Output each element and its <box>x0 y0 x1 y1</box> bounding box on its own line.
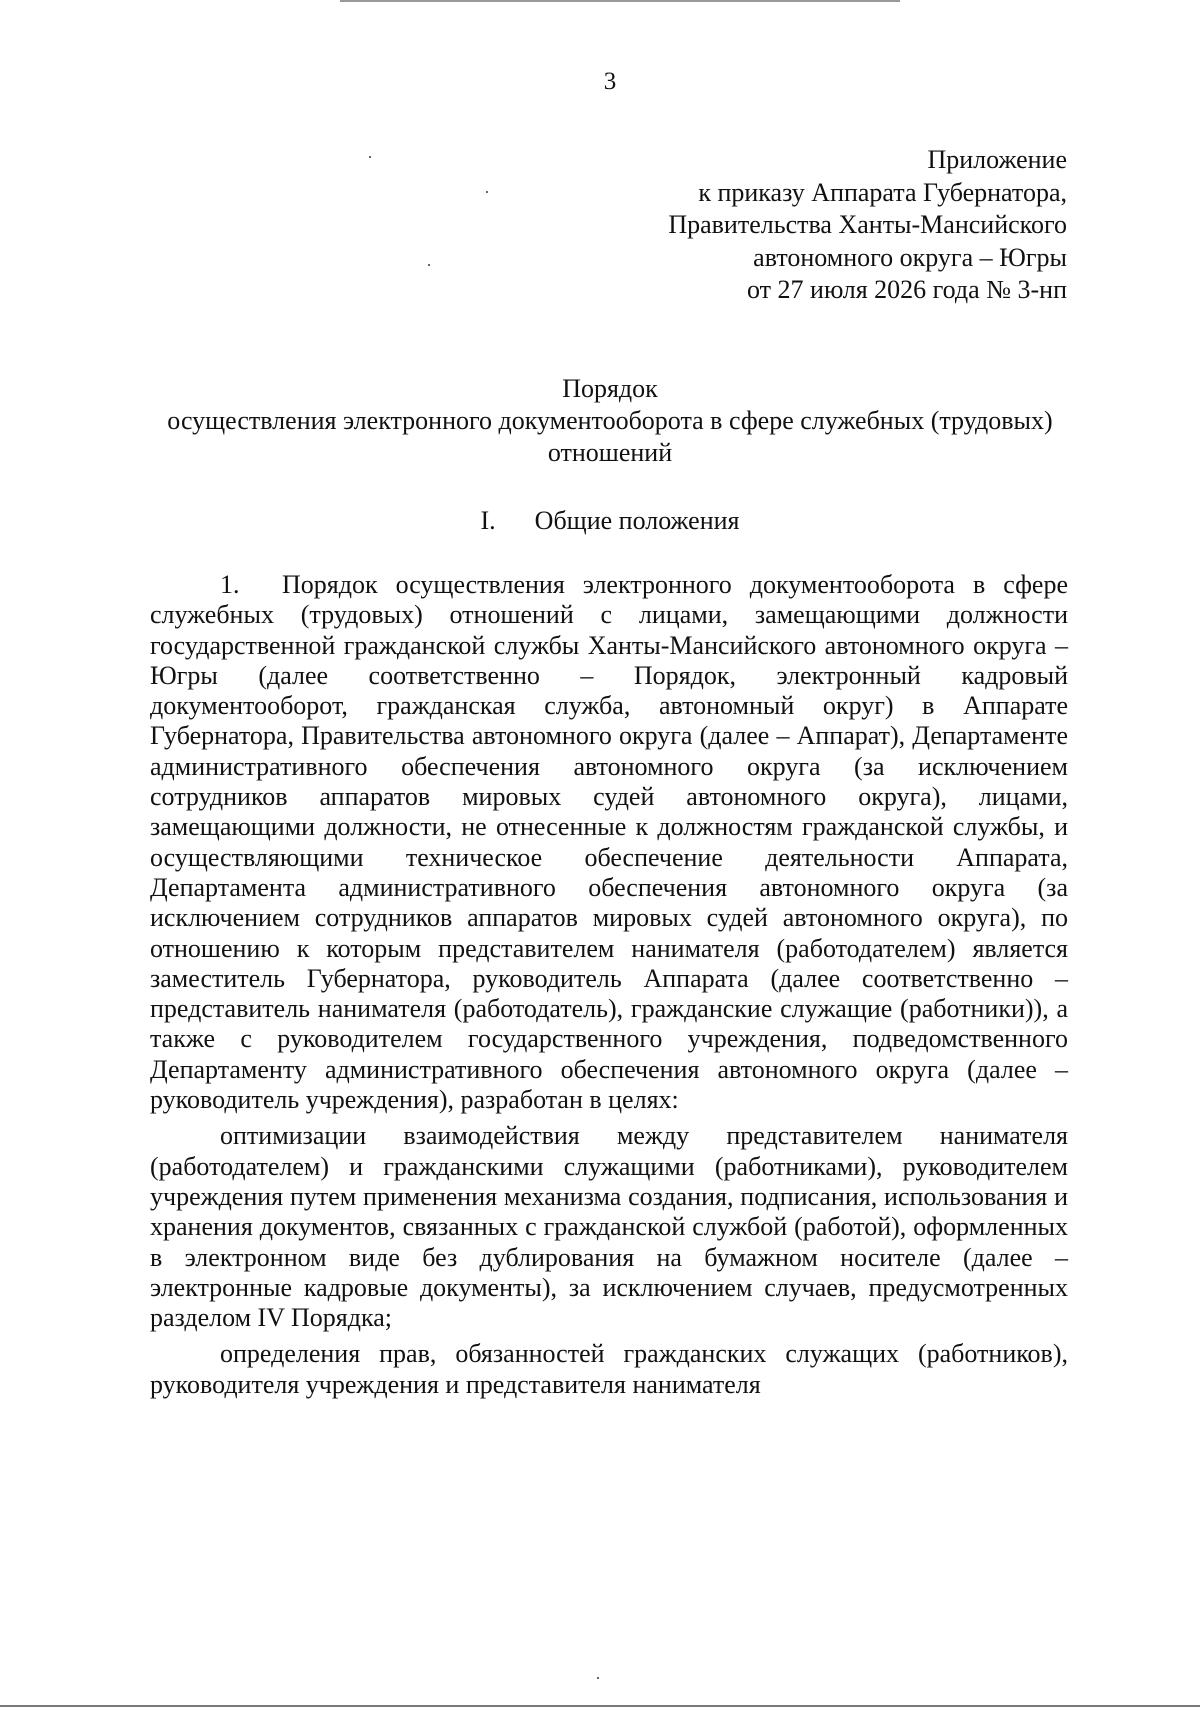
appendix-line: автономного округа – Югры <box>753 242 1067 272</box>
paragraph-text: оптимизации взаимодействия между представителем нанимателя (работодателем) и гражданскими служащими (работниками), руководителем учреждения путем применения механизма создания, подписания, использования и хранения документов, связанных с гражданской службой (работой), оформленных в электронном виде без дублирования на бумажном носителе (далее – электронные кадровые документы), за исключением случаев, предусмотренных разделом IV Порядка; <box>150 1121 1068 1333</box>
section-title: Общие положения <box>534 506 740 535</box>
appendix-line: Приложение <box>927 145 1067 174</box>
scan-speck <box>486 191 488 193</box>
page-number: 3 <box>603 68 617 95</box>
paragraph-text: определения прав, обязанностей гражданских служащих (работников), руководителя учреждения и представителя нанимателя <box>150 1339 1068 1399</box>
paragraph-2 <box>150 1121 1068 1333</box>
scan-speck <box>428 264 430 266</box>
title-heading: Порядок <box>562 374 658 403</box>
appendix-block <box>668 144 1067 307</box>
scan-speck <box>597 1677 599 1679</box>
title-subtitle: осуществления электронного документооборота в сфере служебных (трудовых) отношений <box>167 406 1053 467</box>
appendix-line: к приказу Аппарата Губернатора, <box>698 177 1067 207</box>
paragraph-1 <box>150 570 1068 1115</box>
scan-speck <box>369 156 371 158</box>
scan-edge-top <box>340 0 900 2</box>
document-title <box>150 373 1070 469</box>
scan-edge-bottom <box>0 1705 1200 1707</box>
paragraph-number: 1. <box>220 570 240 599</box>
appendix-line: Правительства Ханты-Мансийского <box>668 210 1067 239</box>
paragraph-3 <box>150 1339 1068 1400</box>
document-body <box>150 570 1068 1406</box>
paragraph-text: Порядок осуществления электронного документооборота в сфере служебных (трудовых) отношений с лицами, замещающими должности государственной гражданской службы Ханты-Мансийского автономного округа – Югры (далее соответственно – Порядок, электронный кадровый документооборот, гражданская служба, автономный округ) в Аппарате Губернатора, Правительства автономного округа (далее – Аппарат), Департаменте административного обеспечения автономного округа (за исключением сотрудников аппаратов мировых судей автономного округа), лицами, замещающими должности, не отнесенные к должностям гражданской службы, и осуществляющими техническое обеспечение деятельности Аппарата, Департамента административного обеспечения автономного округа (за исключением сотрудников аппаратов мировых судей автономного округа), по отношению к которым представителем нанимателя (работодателем) является заместитель Губернатора, руководитель Аппарата (далее соответственно – представитель нанимателя (работодатель), гражданские служащие (работники)), а также с руководителем государственного учреждения, подведомственного Департаменту административного обеспечения автономного округа (далее – руководитель учреждения), разработан в целях: <box>150 570 1068 1115</box>
appendix-line: от 27 июля 2026 года № 3-нп <box>747 275 1067 304</box>
section-number: I. <box>480 506 496 535</box>
section-heading <box>0 505 1200 537</box>
